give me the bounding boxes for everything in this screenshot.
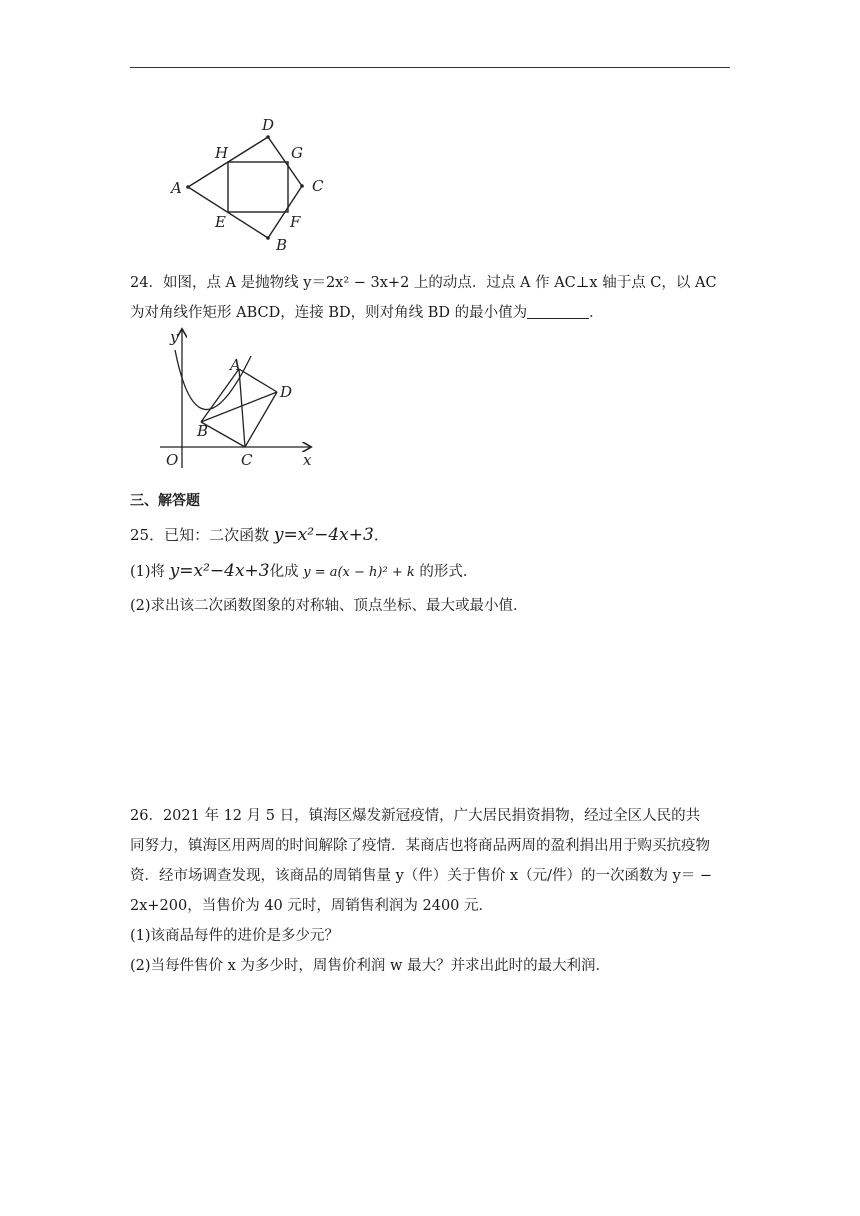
q26-line3: 资．经市场调查发现，该商品的周销售量 y（件）关于售价 x（元/件）的一次函数为 y＝ − (130, 868, 713, 884)
label-c2: C (241, 451, 253, 469)
label-d2: D (280, 383, 293, 401)
q25-stem-end: ． (373, 526, 389, 544)
section-title: 三、解答题 (130, 493, 200, 509)
q24-line1: 24．如图，点 A 是抛物线 y＝2x² − 3x+2 上的动点．过点 A 作 AC⊥x 轴于点 C，以 AC (130, 275, 717, 291)
label-x: x (303, 451, 312, 469)
label-b2: B (197, 422, 209, 440)
label-o: O (166, 451, 179, 469)
segment-ad (239, 369, 277, 392)
q24-line2-text: 为对角线作矩形 ABCD，连接 BD，则对角线 BD 的最小值为 (130, 305, 528, 321)
label-y: y (170, 328, 179, 346)
label-a2: A (230, 356, 241, 374)
rectangle-efgh (228, 162, 288, 212)
label-h: H (215, 144, 229, 162)
q24-line2 (130, 303, 730, 323)
figure-rectangle-in-quadrilateral (160, 110, 340, 255)
segment-dc (245, 392, 277, 447)
q25-part1 (130, 561, 730, 583)
q24-line2-end: ． (589, 305, 604, 321)
label-f: F (290, 213, 301, 231)
q25-stem (130, 525, 730, 545)
q25-part2: (2)求出该二次函数图象的对称轴、顶点坐标、最大或最小值． (130, 598, 528, 614)
q26-part1: (1)该商品每件的进价是多少元？ (130, 928, 340, 944)
q25-function: y=x²−4x+3 (273, 525, 374, 545)
answer-blank (527, 304, 589, 319)
q25-part1-end: 的形式． (414, 564, 478, 580)
label-e: E (215, 213, 226, 231)
label-a: A (171, 179, 182, 197)
label-b: B (276, 236, 288, 254)
q25-part1-mid: 化成 (269, 564, 304, 580)
q26-part2: (2)当每件售价 x 为多少时，周售价利润 w 最大？并求出此时的最大利润． (130, 958, 611, 974)
q26-line4: 2x+200，当售价为 40 元时，周销售利润为 2400 元． (130, 898, 494, 914)
figure-parabola-rectangle (158, 326, 323, 471)
q25-part1-prefix: (1)将 (130, 564, 170, 580)
q25-part1-function: y=x²−4x+3 (169, 561, 270, 581)
label-d: D (262, 116, 275, 134)
label-g: G (291, 144, 303, 162)
q26-line1: 26．2021 年 12 月 5 日，镇海区爆发新冠疫情，广大居民捐资捐物，经过全区人民的共 (130, 808, 701, 824)
segment-ac (239, 369, 245, 447)
header-rule (130, 67, 730, 68)
quadrilateral-abcd (188, 137, 302, 238)
q25-stem-text: 25．已知：二次函数 (130, 526, 274, 544)
label-c: C (312, 177, 324, 195)
q25-vertex-form: y = a(x − h)² + k (303, 565, 415, 580)
q26-line2: 同努力，镇海区用两周的时间解除了疫情．某商店也将商品两周的盈利捐出用于购买抗疫物 (130, 838, 710, 854)
